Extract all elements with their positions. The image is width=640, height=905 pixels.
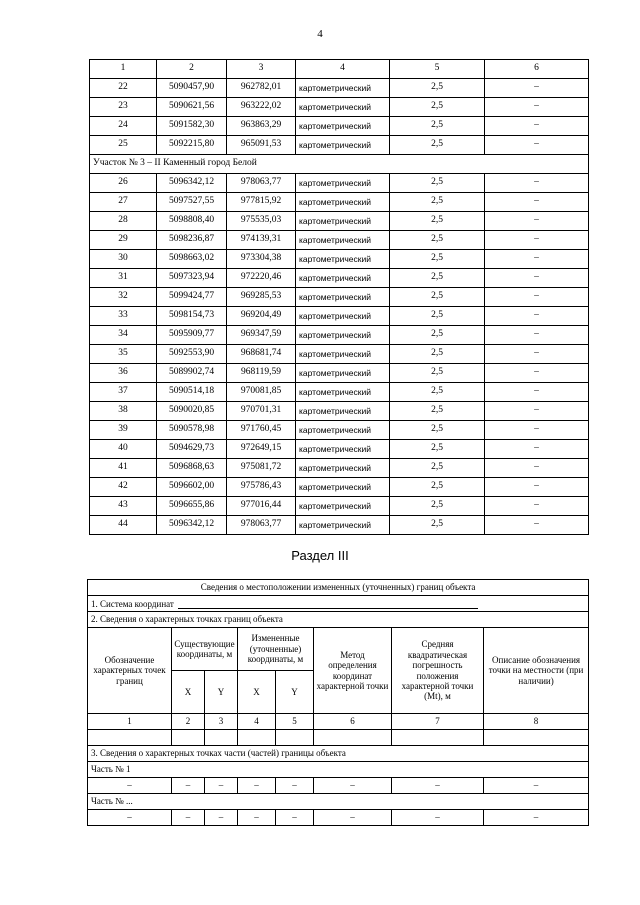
y-coordinate: 970701,31 (227, 402, 296, 421)
y-coordinate: 963222,02 (227, 98, 296, 117)
point-number: 43 (90, 497, 157, 516)
y-coordinate: 975535,03 (227, 212, 296, 231)
blank-cell (205, 730, 238, 746)
description: 6 (485, 60, 589, 79)
description: – (485, 231, 589, 250)
table-row (90, 231, 589, 250)
table-row (90, 421, 589, 440)
point-number: 23 (90, 98, 157, 117)
column-number: 1 (88, 714, 172, 730)
section-title: Участок № 3 – II Каменный город Белой (90, 155, 589, 174)
y-coordinate: 962782,01 (227, 79, 296, 98)
coordinates-table (89, 59, 589, 535)
y-coordinate: 978063,77 (227, 174, 296, 193)
table-row (90, 212, 589, 231)
blank-cell (484, 730, 589, 746)
col-designation: Обозначение характерных точек границ (88, 628, 172, 714)
accuracy: 2,5 (390, 364, 485, 383)
accuracy: 2,5 (390, 383, 485, 402)
table-row (90, 364, 589, 383)
table-row (90, 497, 589, 516)
y-coordinate: 978063,77 (227, 516, 296, 535)
dash-cell: – (88, 778, 172, 794)
method: картометрический (296, 288, 390, 307)
column-number: 3 (205, 714, 238, 730)
y-coordinate: 974139,31 (227, 231, 296, 250)
method: картометрический (296, 269, 390, 288)
blank-cell (88, 730, 172, 746)
dash-cell: – (314, 778, 392, 794)
dash-cell: – (484, 810, 589, 826)
point-number: 38 (90, 402, 157, 421)
y-coordinate: 972220,46 (227, 269, 296, 288)
column-number: 4 (238, 714, 276, 730)
accuracy: 2,5 (390, 497, 485, 516)
x-coordinate: 2 (157, 60, 227, 79)
x-coordinate: 5091582,30 (157, 117, 227, 136)
method: картометрический (296, 231, 390, 250)
point-number: 28 (90, 212, 157, 231)
method: картометрический (296, 383, 390, 402)
description: – (485, 98, 589, 117)
method: картометрический (296, 117, 390, 136)
point-number: 27 (90, 193, 157, 212)
blank-cell (172, 730, 205, 746)
accuracy: 2,5 (390, 250, 485, 269)
point-number: 35 (90, 345, 157, 364)
y-coordinate: 971760,45 (227, 421, 296, 440)
description: – (485, 402, 589, 421)
coord-system-label: 1. Система координат (91, 598, 174, 609)
table-row (90, 516, 589, 535)
table-row (90, 79, 589, 98)
accuracy: 2,5 (390, 307, 485, 326)
accuracy: 2,5 (390, 421, 485, 440)
section-row (90, 155, 589, 174)
dash-cell: – (172, 778, 205, 794)
table-row (90, 174, 589, 193)
table-row (90, 288, 589, 307)
table-row (90, 383, 589, 402)
description: – (485, 364, 589, 383)
point-number: 37 (90, 383, 157, 402)
part-dots-label: Часть № ... (88, 794, 589, 810)
description: – (485, 117, 589, 136)
part-1-label: Часть № 1 (88, 762, 589, 778)
description: – (485, 79, 589, 98)
accuracy: 5 (390, 60, 485, 79)
dash-cell: – (484, 778, 589, 794)
accuracy: 2,5 (390, 459, 485, 478)
point-number: 36 (90, 364, 157, 383)
dash-row (88, 778, 589, 794)
table-row (90, 193, 589, 212)
points-heading: 2. Сведения о характерных точках границ объекта (88, 612, 589, 628)
table-row (90, 269, 589, 288)
column-number: 2 (172, 714, 205, 730)
method: картометрический (296, 364, 390, 383)
table-row (90, 307, 589, 326)
y-coordinate: 965091,53 (227, 136, 296, 155)
y-coordinate: 977016,44 (227, 497, 296, 516)
coord-system-row (88, 596, 589, 612)
description: – (485, 212, 589, 231)
point-number: 29 (90, 231, 157, 250)
point-number: 39 (90, 421, 157, 440)
dash-row (88, 810, 589, 826)
changed-boundaries-table (87, 579, 589, 826)
point-number: 33 (90, 307, 157, 326)
x-coordinate: 5090621,56 (157, 98, 227, 117)
table-row (90, 136, 589, 155)
table-row (90, 98, 589, 117)
table-row (90, 250, 589, 269)
x-coordinate: 5099424,77 (157, 288, 227, 307)
x-coordinate: 5090020,85 (157, 402, 227, 421)
dash-cell: – (205, 778, 238, 794)
x-coordinate: 5095909,77 (157, 326, 227, 345)
table-row (90, 326, 589, 345)
dash-cell: – (392, 778, 484, 794)
x-coordinate: 5096342,12 (157, 174, 227, 193)
dash-cell: – (238, 810, 276, 826)
accuracy: 2,5 (390, 326, 485, 345)
x-coordinate: 5090514,18 (157, 383, 227, 402)
description: – (485, 440, 589, 459)
description: – (485, 250, 589, 269)
column-number: 5 (276, 714, 314, 730)
accuracy: 2,5 (390, 516, 485, 535)
x-coordinate: 5098663,02 (157, 250, 227, 269)
accuracy: 2,5 (390, 98, 485, 117)
point-number: 25 (90, 136, 157, 155)
x-coordinate: 5098154,73 (157, 307, 227, 326)
accuracy: 2,5 (390, 440, 485, 459)
x-coordinate: 5094629,73 (157, 440, 227, 459)
table-row (90, 478, 589, 497)
accuracy: 2,5 (390, 212, 485, 231)
description: – (485, 421, 589, 440)
col-description: Описание обозначения точки на местности (при наличии) (484, 628, 589, 714)
x-coordinate: 5097323,94 (157, 269, 227, 288)
page-number: 4 (317, 28, 323, 40)
accuracy: 2,5 (390, 231, 485, 250)
y-coordinate: 969347,59 (227, 326, 296, 345)
y-coordinate: 968681,74 (227, 345, 296, 364)
description: – (485, 459, 589, 478)
point-number: 22 (90, 79, 157, 98)
col-existing: Существующие координаты, м (172, 628, 238, 671)
y-coordinate: 973304,38 (227, 250, 296, 269)
description: – (485, 307, 589, 326)
x-existing: X (172, 671, 205, 714)
y-existing: Y (205, 671, 238, 714)
method: картометрический (296, 212, 390, 231)
accuracy: 2,5 (390, 269, 485, 288)
dash-cell: – (238, 778, 276, 794)
point-number: 26 (90, 174, 157, 193)
method: картометрический (296, 459, 390, 478)
x-coordinate: 5090578,98 (157, 421, 227, 440)
y-coordinate: 969285,53 (227, 288, 296, 307)
method: картометрический (296, 478, 390, 497)
point-number: 40 (90, 440, 157, 459)
method: картометрический (296, 174, 390, 193)
col-accuracy: Средняя квадратическая погрешность положения характерной точки (Mt), м (392, 628, 484, 714)
col-changed: Измененные (уточненные) координаты, м (238, 628, 314, 671)
section-heading: Раздел III (291, 548, 349, 563)
description: – (485, 193, 589, 212)
accuracy: 2,5 (390, 478, 485, 497)
blank-cell (238, 730, 276, 746)
description: – (485, 497, 589, 516)
method: картометрический (296, 136, 390, 155)
x-coordinate: 5092215,80 (157, 136, 227, 155)
x-changed: X (238, 671, 276, 714)
point-number: 34 (90, 326, 157, 345)
dash-cell: – (314, 810, 392, 826)
y-coordinate: 968119,59 (227, 364, 296, 383)
dash-cell: – (88, 810, 172, 826)
header-row (90, 60, 589, 79)
y-changed: Y (276, 671, 314, 714)
part-points-heading: 3. Сведения о характерных точках части (частей) границы объекта (88, 746, 589, 762)
method: картометрический (296, 402, 390, 421)
accuracy: 2,5 (390, 136, 485, 155)
y-coordinate: 975081,72 (227, 459, 296, 478)
method: 4 (296, 60, 390, 79)
point-number: 1 (90, 60, 157, 79)
method: картометрический (296, 307, 390, 326)
accuracy: 2,5 (390, 345, 485, 364)
description: – (485, 478, 589, 497)
point-number: 31 (90, 269, 157, 288)
accuracy: 2,5 (390, 79, 485, 98)
point-number: 32 (90, 288, 157, 307)
dash-cell: – (205, 810, 238, 826)
method: картометрический (296, 516, 390, 535)
point-number: 30 (90, 250, 157, 269)
dash-cell: – (172, 810, 205, 826)
method: картометрический (296, 421, 390, 440)
x-coordinate: 5096602,00 (157, 478, 227, 497)
blank-cell (314, 730, 392, 746)
column-numbers-row (88, 714, 589, 730)
y-coordinate: 975786,43 (227, 478, 296, 497)
coord-system-blank (178, 599, 478, 609)
description: – (485, 136, 589, 155)
method: картометрический (296, 79, 390, 98)
blank-cell (276, 730, 314, 746)
description: – (485, 288, 589, 307)
x-coordinate: 5089902,74 (157, 364, 227, 383)
table-title: Сведения о местоположении измененных (уточненных) границ объекта (88, 580, 589, 596)
accuracy: 2,5 (390, 174, 485, 193)
table-row (90, 117, 589, 136)
x-coordinate: 5092553,90 (157, 345, 227, 364)
table-row (90, 459, 589, 478)
x-coordinate: 5096655,86 (157, 497, 227, 516)
point-number: 44 (90, 516, 157, 535)
table-row (90, 345, 589, 364)
method: картометрический (296, 250, 390, 269)
dash-cell: – (392, 810, 484, 826)
x-coordinate: 5096342,12 (157, 516, 227, 535)
point-number: 41 (90, 459, 157, 478)
accuracy: 2,5 (390, 193, 485, 212)
method: картометрический (296, 98, 390, 117)
description: – (485, 383, 589, 402)
x-coordinate: 5090457,90 (157, 79, 227, 98)
y-coordinate: 972649,15 (227, 440, 296, 459)
y-coordinate: 963863,29 (227, 117, 296, 136)
method: картометрический (296, 497, 390, 516)
y-coordinate: 977815,92 (227, 193, 296, 212)
column-number: 8 (484, 714, 589, 730)
col-method: Метод определения координат характерной точки (314, 628, 392, 714)
x-coordinate: 5097527,55 (157, 193, 227, 212)
y-coordinate: 970081,85 (227, 383, 296, 402)
column-number: 6 (314, 714, 392, 730)
y-coordinate: 969204,49 (227, 307, 296, 326)
column-number: 7 (392, 714, 484, 730)
description: – (485, 516, 589, 535)
table-row (90, 440, 589, 459)
dash-cell: – (276, 778, 314, 794)
y-coordinate: 3 (227, 60, 296, 79)
dash-cell: – (276, 810, 314, 826)
method: картометрический (296, 440, 390, 459)
method: картометрический (296, 345, 390, 364)
accuracy: 2,5 (390, 402, 485, 421)
x-coordinate: 5098808,40 (157, 212, 227, 231)
description: – (485, 326, 589, 345)
point-number: 24 (90, 117, 157, 136)
x-coordinate: 5098236,87 (157, 231, 227, 250)
accuracy: 2,5 (390, 288, 485, 307)
x-coordinate: 5096868,63 (157, 459, 227, 478)
method: картометрический (296, 326, 390, 345)
description: – (485, 174, 589, 193)
description: – (485, 269, 589, 288)
point-number: 42 (90, 478, 157, 497)
method: картометрический (296, 193, 390, 212)
blank-cell (392, 730, 484, 746)
description: – (485, 345, 589, 364)
accuracy: 2,5 (390, 117, 485, 136)
table-row (90, 402, 589, 421)
